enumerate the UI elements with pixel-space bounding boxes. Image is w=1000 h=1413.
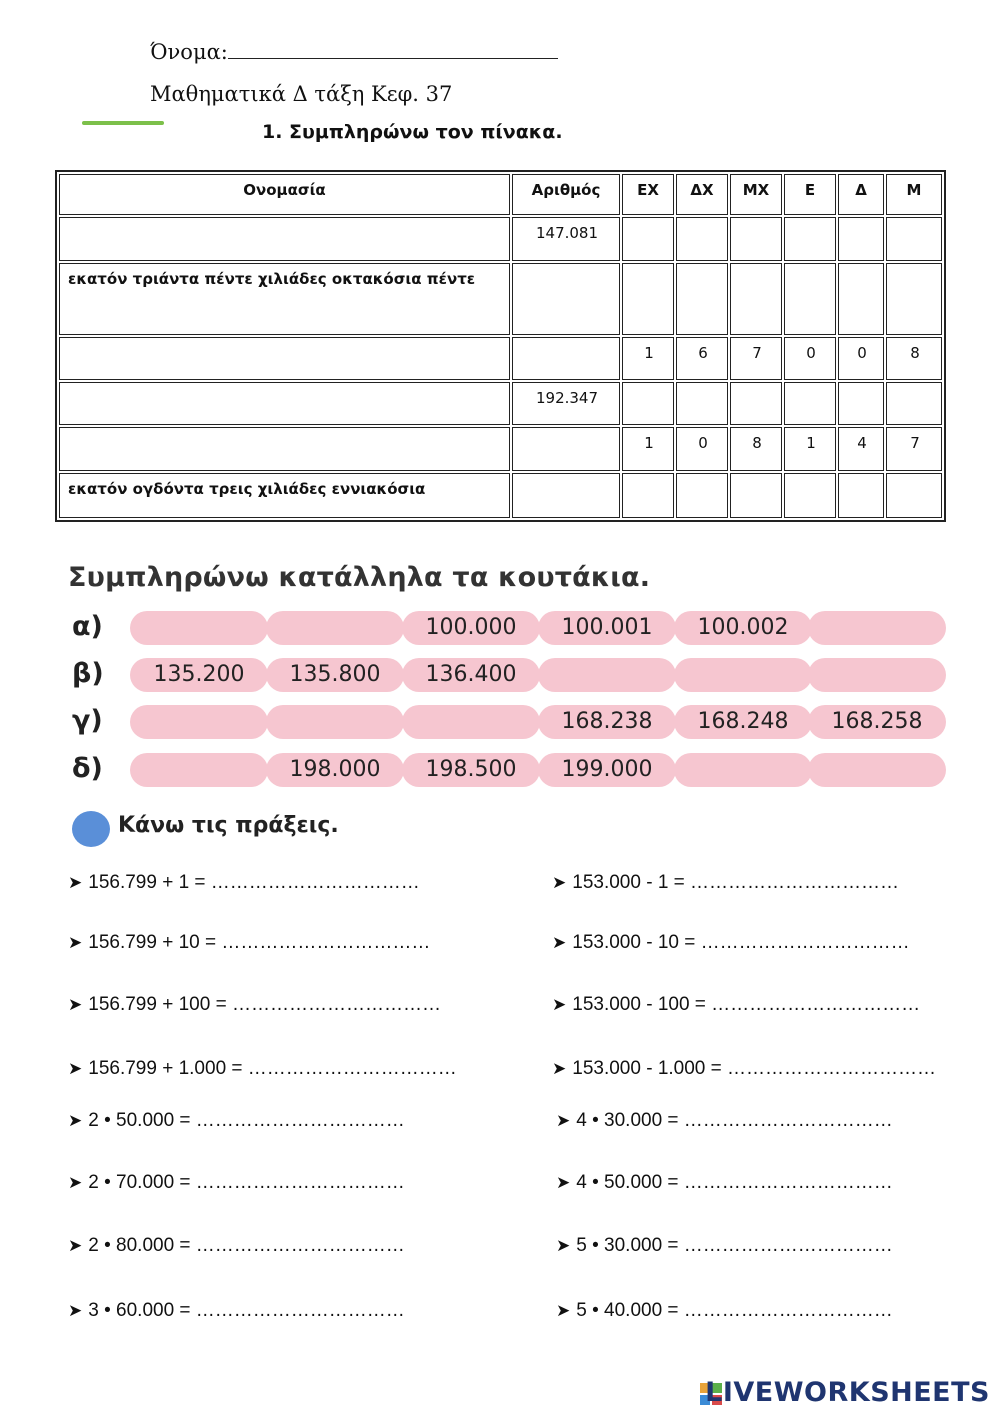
digit-cell[interactable] — [886, 473, 942, 518]
green-underline-decoration — [82, 121, 164, 125]
digit-cell[interactable] — [838, 263, 884, 335]
arrow-bullet-icon: ➤ — [552, 873, 567, 892]
header-e: Ε — [784, 174, 836, 215]
name-field — [150, 40, 558, 64]
digit-cell[interactable] — [730, 382, 782, 425]
arrow-bullet-icon: ➤ — [552, 933, 567, 952]
digit-cell[interactable] — [886, 217, 942, 260]
digit-cell[interactable] — [886, 263, 942, 335]
digit-cell[interactable]: 7 — [886, 427, 942, 470]
digit-cell[interactable] — [730, 473, 782, 518]
digit-cell[interactable]: 0 — [784, 337, 836, 380]
name-cell[interactable]: εκατόν τριάντα πέντε χιλιάδες οκτακόσια πέντε — [59, 263, 510, 335]
arrow-bullet-icon: ➤ — [556, 1301, 571, 1320]
operation-item[interactable] — [556, 1172, 893, 1194]
operation-item[interactable] — [556, 1300, 893, 1322]
name-cell[interactable] — [59, 337, 510, 380]
fill-box[interactable] — [674, 658, 812, 692]
brand-logo-text: LIVEWORKSHEETS — [705, 1377, 990, 1408]
digit-cell[interactable] — [838, 473, 884, 518]
digit-cell[interactable] — [886, 382, 942, 425]
operation-item[interactable] — [556, 1110, 893, 1132]
fill-box: 100.001 — [538, 611, 676, 645]
digit-cell[interactable] — [622, 382, 674, 425]
operation-item[interactable] — [68, 1172, 405, 1194]
digit-cell[interactable] — [676, 473, 728, 518]
header-m: Μ — [886, 174, 942, 215]
blue-circle-icon — [72, 811, 110, 847]
fill-box[interactable] — [808, 658, 946, 692]
digit-cell[interactable]: 0 — [838, 337, 884, 380]
arrow-bullet-icon: ➤ — [68, 1111, 83, 1130]
header-ex: ΕΧ — [622, 174, 674, 215]
header-d: Δ — [838, 174, 884, 215]
fill-box[interactable] — [266, 705, 404, 739]
digit-cell[interactable]: 1 — [784, 427, 836, 470]
arrow-bullet-icon: ➤ — [556, 1111, 571, 1130]
operation-item[interactable] — [552, 932, 910, 954]
operation-text: 153.000 - 1 = …………………………… — [572, 872, 900, 893]
fill-boxes-title: Συμπληρώνω κατάλληλα τα κουτάκια. — [68, 562, 651, 593]
operation-item[interactable] — [68, 1110, 405, 1132]
operation-item[interactable] — [68, 994, 441, 1016]
row-label-b: β) — [72, 658, 104, 689]
fill-box: 198.000 — [266, 753, 404, 787]
fill-box: 135.800 — [266, 658, 404, 692]
fill-box[interactable] — [402, 705, 540, 739]
header-mx: ΜΧ — [730, 174, 782, 215]
fill-box[interactable] — [808, 611, 946, 645]
arrow-bullet-icon: ➤ — [68, 1236, 83, 1255]
operation-text: 156.799 + 1.000 = …………………………… — [88, 1058, 457, 1079]
fill-box: 168.248 — [674, 705, 812, 739]
arrow-bullet-icon: ➤ — [68, 933, 83, 952]
arrow-bullet-icon: ➤ — [556, 1236, 571, 1255]
digit-cell[interactable]: 8 — [886, 337, 942, 380]
digit-cell[interactable]: 1 — [622, 427, 674, 470]
fill-box: 198.500 — [402, 753, 540, 787]
arrow-bullet-icon: ➤ — [68, 1173, 83, 1192]
row-label-c: γ) — [72, 705, 103, 736]
table-row — [59, 217, 942, 260]
arrow-bullet-icon: ➤ — [552, 995, 567, 1014]
number-cell[interactable]: 192.347 — [512, 382, 620, 425]
header-number: Αριθμός — [512, 174, 620, 215]
table-row — [59, 382, 942, 425]
digit-cell[interactable] — [676, 382, 728, 425]
number-cell[interactable]: 147.081 — [512, 217, 620, 260]
operation-text: 156.799 + 100 = …………………………… — [88, 994, 441, 1015]
fill-box: 168.238 — [538, 705, 676, 739]
digit-cell[interactable] — [838, 382, 884, 425]
fill-box: 135.200 — [130, 658, 268, 692]
operation-text: 3 • 60.000 = …………………………… — [88, 1300, 405, 1321]
digit-cell[interactable] — [676, 263, 728, 335]
row-label-a: α) — [72, 611, 103, 642]
name-cell[interactable]: εκατόν ογδόντα τρεις χιλιάδες εννιακόσια — [59, 473, 510, 518]
operation-text: 5 • 40.000 = …………………………… — [576, 1300, 893, 1321]
fill-box[interactable] — [130, 753, 268, 787]
fill-box: 199.000 — [538, 753, 676, 787]
operation-text: 156.799 + 1 = …………………………… — [88, 872, 420, 893]
digit-cell[interactable]: 7 — [730, 337, 782, 380]
digit-cell[interactable] — [622, 473, 674, 518]
digit-cell[interactable] — [622, 263, 674, 335]
operations-title: Κάνω τις πράξεις. — [118, 813, 339, 838]
digit-cell[interactable]: 4 — [838, 427, 884, 470]
number-table — [55, 170, 946, 522]
number-cell[interactable] — [512, 337, 620, 380]
fill-box: 100.002 — [674, 611, 812, 645]
task1-title: 1. Συμπληρώνω τον πίνακα. — [262, 121, 563, 143]
arrow-bullet-icon: ➤ — [68, 1301, 83, 1320]
fill-box[interactable] — [130, 705, 268, 739]
digit-cell[interactable]: 6 — [676, 337, 728, 380]
name-label: Όνομα: — [150, 40, 228, 64]
fill-box: 100.000 — [402, 611, 540, 645]
digit-cell[interactable] — [784, 382, 836, 425]
number-cell[interactable] — [512, 473, 620, 518]
number-cell[interactable] — [512, 263, 620, 335]
operation-item[interactable] — [552, 1058, 936, 1080]
digit-cell[interactable]: 1 — [622, 337, 674, 380]
operation-text: 4 • 30.000 = …………………………… — [576, 1110, 893, 1131]
row-label-d: δ) — [72, 753, 103, 784]
arrow-bullet-icon: ➤ — [68, 1059, 83, 1078]
operation-item[interactable] — [68, 1300, 405, 1322]
arrow-bullet-icon: ➤ — [556, 1173, 571, 1192]
fill-box[interactable] — [808, 753, 946, 787]
operation-text: 153.000 - 100 = …………………………… — [572, 994, 921, 1015]
operation-text: 153.000 - 1.000 = …………………………… — [572, 1058, 937, 1079]
digit-cell[interactable] — [784, 263, 836, 335]
page-subtitle: Μαθηματικά Δ τάξη Κεφ. 37 — [150, 82, 453, 106]
table-row — [59, 473, 942, 518]
digit-cell[interactable] — [730, 263, 782, 335]
fill-box[interactable] — [674, 753, 812, 787]
fill-box: 168.258 — [808, 705, 946, 739]
operation-item[interactable] — [68, 1058, 457, 1080]
header-name: Ονομασία — [59, 174, 510, 215]
header-dx: ΔΧ — [676, 174, 728, 215]
arrow-bullet-icon: ➤ — [552, 1059, 567, 1078]
name-blank-line[interactable] — [228, 40, 558, 59]
operation-item[interactable] — [552, 872, 899, 894]
fill-box: 136.400 — [402, 658, 540, 692]
operation-item[interactable] — [68, 932, 430, 954]
operation-text: 2 • 70.000 = …………………………… — [88, 1172, 405, 1193]
operation-item[interactable] — [556, 1235, 893, 1257]
operation-text: 4 • 50.000 = …………………………… — [576, 1172, 893, 1193]
digit-cell[interactable]: 8 — [730, 427, 782, 470]
operation-item[interactable] — [68, 872, 420, 894]
fill-box[interactable] — [130, 611, 268, 645]
table-row — [59, 337, 942, 380]
table-row — [59, 263, 942, 335]
digit-cell[interactable] — [676, 217, 728, 260]
name-cell[interactable] — [59, 217, 510, 260]
digit-cell[interactable] — [622, 217, 674, 260]
digit-cell[interactable] — [838, 217, 884, 260]
arrow-bullet-icon: ➤ — [68, 995, 83, 1014]
operation-text: 156.799 + 10 = …………………………… — [88, 932, 431, 953]
operation-text: 2 • 50.000 = …………………………… — [88, 1110, 405, 1131]
digit-cell[interactable] — [784, 217, 836, 260]
digit-cell[interactable] — [784, 473, 836, 518]
name-cell[interactable] — [59, 427, 510, 470]
digit-cell[interactable] — [730, 217, 782, 260]
operation-text: 5 • 30.000 = …………………………… — [576, 1235, 893, 1256]
operation-item[interactable] — [552, 994, 920, 1016]
arrow-bullet-icon: ➤ — [68, 873, 83, 892]
operation-text: 2 • 80.000 = …………………………… — [88, 1235, 405, 1256]
fill-box[interactable] — [538, 658, 676, 692]
table-header-row — [59, 174, 942, 215]
table-row — [59, 427, 942, 470]
digit-cell[interactable]: 0 — [676, 427, 728, 470]
operation-text: 153.000 - 10 = …………………………… — [572, 932, 910, 953]
fill-box[interactable] — [266, 611, 404, 645]
name-cell[interactable] — [59, 382, 510, 425]
number-cell[interactable] — [512, 427, 620, 470]
operation-item[interactable] — [68, 1235, 405, 1257]
